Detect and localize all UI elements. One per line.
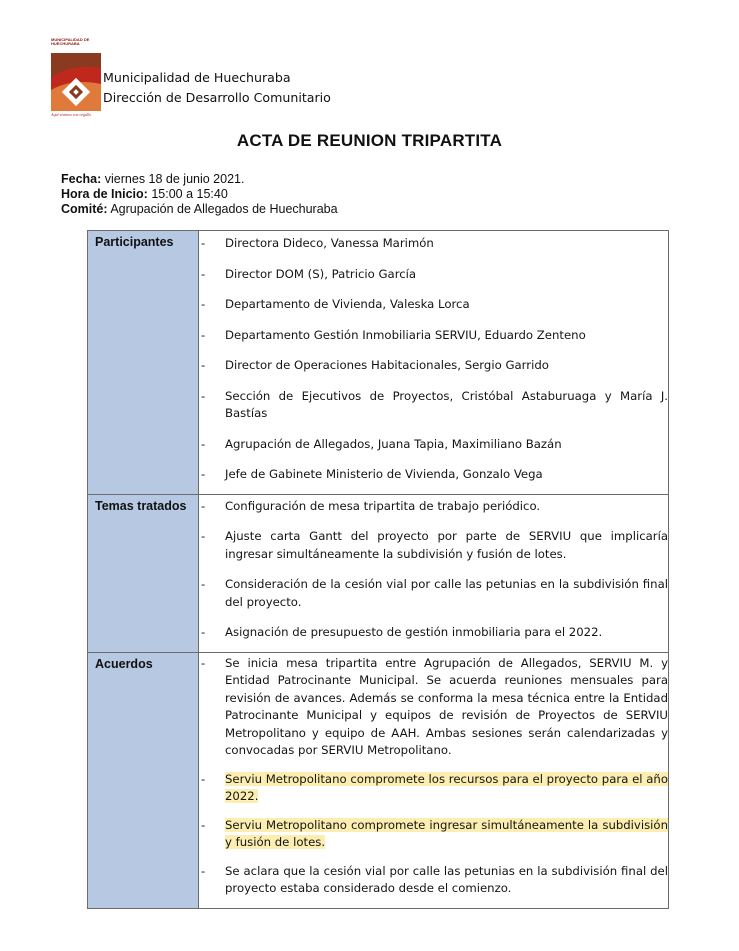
list-item	[199, 235, 668, 253]
list-item	[199, 655, 668, 760]
meta-comite	[61, 202, 338, 217]
participants-list	[199, 235, 668, 484]
list-item	[199, 327, 668, 345]
list-item	[199, 296, 668, 314]
list-item	[199, 576, 668, 611]
list-item	[199, 771, 668, 806]
list-item	[199, 528, 668, 563]
item-text: Director DOM (S), Patricio García	[225, 266, 417, 281]
comite-value: Agrupación de Allegados de Huechuraba	[110, 202, 338, 216]
hora-label: Hora de Inicio:	[61, 187, 148, 201]
comite-label: Comité:	[61, 202, 108, 216]
bullet-dash: -	[201, 863, 206, 878]
list-item	[199, 266, 668, 284]
item-text: Se inicia mesa tripartita entre Agrupación de Allegados, SERVIU M. y Entidad Patrocinante Municipal. Se acuerda reuniones mensuales para revisión de avances. Además se conforma la mesa técnica entre la Entidad Patrocinante Municipal y equipos de revisión de Proyectos de SERVIU Metropolitano y equipo de AAH. Ambas sesiones serán calendarizadas y convocadas por SERVIU Metropolitano.	[225, 655, 668, 757]
list-item	[199, 357, 668, 375]
section-label: Participantes	[95, 235, 174, 249]
section-label-cell	[88, 231, 199, 495]
bullet-dash: -	[201, 817, 206, 832]
municipality-logo	[50, 38, 102, 120]
item-text: Departamento de Vivienda, Valeska Lorca	[225, 297, 470, 311]
section-label: Temas tratados	[95, 498, 187, 513]
section-label-cell	[88, 652, 199, 908]
item-text: Directora Dideco, Vanessa Marimón	[225, 236, 434, 250]
bullet-dash: -	[201, 625, 206, 639]
logo-caption: MUNICIPALIDAD DE HUECHURABA	[51, 37, 90, 46]
bullet-dash: -	[201, 236, 206, 250]
bullet-dash: -	[201, 297, 206, 311]
item-text: Sección de Ejecutivos de Proyectos, Cristóbal Astaburuaga y María J. Bastías	[225, 388, 668, 420]
bullet-dash: -	[201, 467, 206, 481]
item-text: Jefe de Gabinete Ministerio de Vivienda, Gonzalo Vega	[225, 467, 543, 481]
bullet-dash: -	[201, 655, 206, 670]
bullet-dash: -	[201, 577, 206, 591]
meta-hora	[61, 187, 228, 202]
acta-table	[87, 230, 669, 909]
section-content	[199, 494, 669, 652]
list-item	[199, 817, 668, 852]
bullet-dash: -	[201, 358, 206, 372]
topics-list	[199, 498, 668, 642]
section-label: Acuerdos	[95, 656, 153, 671]
bullet-dash: -	[201, 498, 206, 513]
org-name: Municipalidad de Huechuraba	[103, 70, 291, 85]
bullet-dash: -	[201, 529, 206, 543]
list-item	[199, 498, 668, 516]
section-participantes	[88, 231, 669, 495]
highlighted-item-text: Serviu Metropolitano compromete ingresar simultáneamente la subdivisión y fusión de lotes.	[225, 817, 668, 849]
document-title: ACTA DE REUNION TRIPARTITA	[236, 131, 503, 150]
section-label-cell	[88, 494, 199, 652]
item-text: Director de Operaciones Habitacionales, Sergio Garrido	[225, 358, 549, 372]
list-item	[199, 388, 668, 423]
agreements-list	[199, 655, 668, 898]
bullet-dash: -	[201, 771, 206, 786]
bullet-dash: -	[201, 388, 206, 403]
bullet-dash: -	[201, 266, 206, 281]
list-item	[199, 466, 668, 484]
bullet-dash: -	[201, 327, 206, 342]
section-content	[199, 652, 669, 908]
item-text: Departamento Gestión Inmobiliaria SERVIU, Eduardo Zenteno	[225, 327, 586, 342]
item-text: Agrupación de Allegados, Juana Tapia, Maximiliano Bazán	[225, 436, 562, 451]
item-text: Asignación de presupuesto de gestión inmobiliaria para el 2022.	[225, 625, 603, 639]
item-text: Configuración de mesa tripartita de trabajo periódico.	[225, 498, 541, 513]
section-temas	[88, 494, 669, 652]
list-item	[199, 863, 668, 898]
logo-motto: Aquí vivimos con orgullo	[51, 112, 92, 117]
list-item	[199, 436, 668, 454]
item-text: Se aclara que la cesión vial por calle las petunias en la subdivisión final del proyecto estaba considerado desde el comienzo.	[225, 863, 668, 895]
meta-fecha	[61, 172, 244, 187]
highlighted-item-text: Serviu Metropolitano compromete los recursos para el proyecto para el año 2022.	[225, 771, 668, 803]
section-acuerdos	[88, 652, 669, 908]
department-name: Dirección de Desarrollo Comunitario	[103, 90, 331, 105]
item-text: Consideración de la cesión vial por calle las petunias en la subdivisión final del proyecto.	[225, 577, 668, 609]
fecha-label: Fecha:	[61, 172, 102, 186]
fecha-value: viernes 18 de junio 2021.	[104, 172, 245, 186]
list-item	[199, 624, 668, 642]
item-text: Ajuste carta Gantt del proyecto por parte de SERVIU que implicaría ingresar simultáneamente la subdivisión y fusión de lotes.	[225, 529, 668, 561]
hora-value: 15:00 a 15:40	[151, 187, 228, 201]
section-content	[199, 231, 669, 495]
bullet-dash: -	[201, 436, 206, 451]
